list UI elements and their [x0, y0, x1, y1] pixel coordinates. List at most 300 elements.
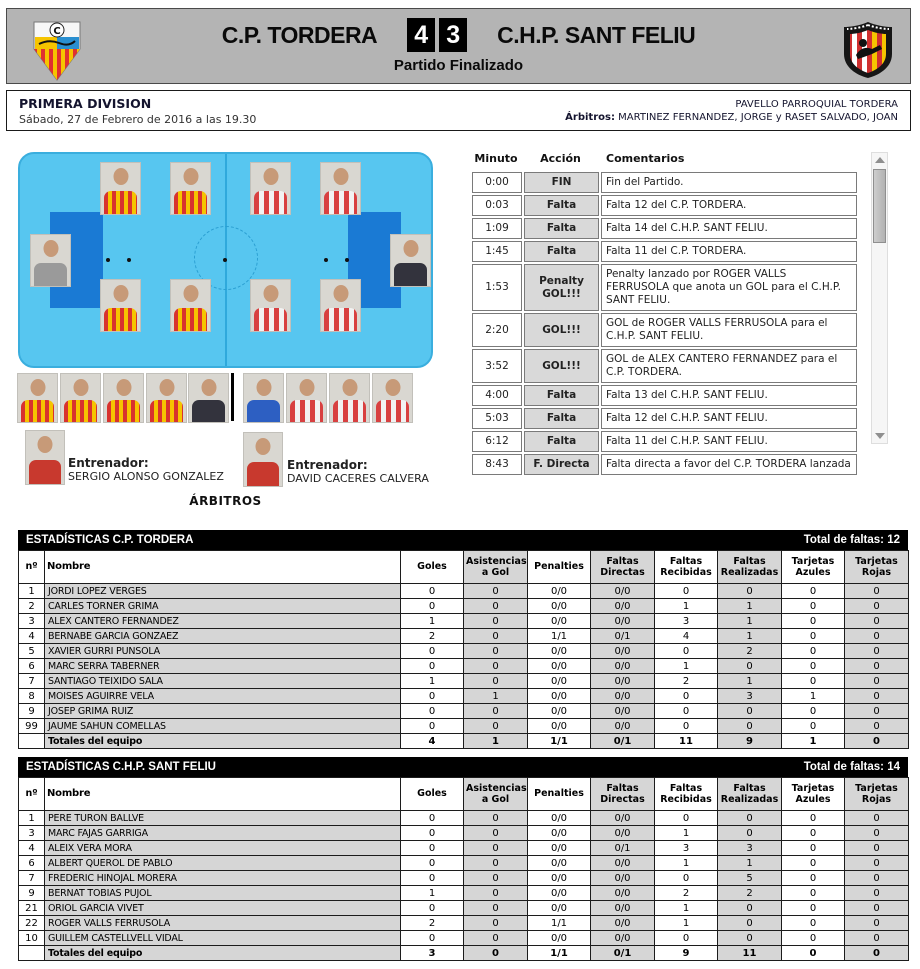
stats-cell: 0	[464, 886, 528, 901]
stats-cell: 2	[19, 599, 45, 614]
player-jersey	[247, 400, 280, 422]
stats-cell: 0	[845, 841, 909, 856]
stats-cell: 0/0	[591, 826, 655, 841]
league-name: PRIMERA DIVISION	[19, 95, 152, 111]
player-jersey	[324, 191, 357, 214]
event-row	[472, 172, 857, 193]
stats-cell: 0	[401, 719, 464, 734]
event-cell: 4:00	[472, 385, 522, 406]
player-jersey	[192, 400, 225, 422]
event-cell: Falta	[524, 241, 599, 262]
event-cell: Falta 11 del C.P. TORDERA.	[601, 241, 857, 262]
stats-cell: 10	[19, 931, 45, 946]
player-head	[38, 436, 53, 453]
penalty-spot	[324, 258, 328, 262]
events-scrollbar-thumb[interactable]	[873, 169, 886, 243]
event-cell: Fin del Partido.	[601, 172, 857, 193]
stats-cell: 1	[401, 886, 464, 901]
player-jersey	[104, 191, 137, 214]
player-jersey	[254, 308, 287, 331]
stats-player-row	[19, 689, 909, 704]
stats-cell: 11	[655, 734, 718, 749]
player-head	[201, 379, 216, 396]
penalty-spot	[345, 258, 349, 262]
home-substitute-photo	[17, 373, 58, 423]
stats-cell: 0	[464, 901, 528, 916]
home-goalkeeper-photo	[30, 234, 71, 287]
home-score: 4	[407, 18, 435, 52]
stats-col-header: Asistencias a Gol	[464, 778, 528, 811]
stats-cell: 0	[845, 886, 909, 901]
stats-cell: 0/0	[591, 856, 655, 871]
player-name-cell: MARC SERRA TABERNER	[45, 659, 401, 674]
player-head	[116, 379, 131, 396]
stats-cell: 0	[401, 856, 464, 871]
stats-cell: 3	[718, 689, 782, 704]
player-head	[333, 168, 348, 185]
bench-divider	[231, 373, 234, 421]
player-head	[183, 285, 198, 302]
stats-cell: 0	[401, 659, 464, 674]
stats-cell: 0	[655, 704, 718, 719]
stats-cell: 0	[718, 901, 782, 916]
stats-cell: 1	[718, 599, 782, 614]
player-jersey	[290, 400, 323, 422]
stats-cell: 0/0	[591, 719, 655, 734]
stats-title-bar	[18, 757, 908, 777]
stats-cell: 0	[401, 841, 464, 856]
stats-cell: 0	[401, 811, 464, 826]
referees-label: Árbitros:	[565, 111, 615, 123]
event-cell: 1:45	[472, 241, 522, 262]
player-jersey	[150, 400, 183, 422]
home-player-photo	[170, 279, 211, 332]
stats-cell: 0	[718, 826, 782, 841]
stats-cell: 4	[655, 629, 718, 644]
stats-cell: 0	[401, 584, 464, 599]
event-row	[472, 241, 857, 262]
home-substitute-photo	[60, 373, 101, 423]
events-col-comentarios: Comentarios	[606, 152, 685, 165]
stats-cell: 2	[718, 644, 782, 659]
stats-player-row	[19, 916, 909, 931]
stats-cell: 0	[718, 931, 782, 946]
stats-cell: 0	[782, 674, 845, 689]
stats-cell: 0/0	[528, 644, 591, 659]
stats-cell: 0/0	[528, 659, 591, 674]
player-head	[43, 240, 58, 257]
player-name-cell: FREDERIC HINOJAL MORERA	[45, 871, 401, 886]
event-cell: Falta	[524, 195, 599, 216]
stats-title: ESTADÍSTICAS C.P. TORDERA	[26, 534, 194, 546]
player-head	[256, 379, 271, 396]
stats-cell: 0/0	[591, 916, 655, 931]
home-coach-photo	[25, 430, 65, 485]
stats-cell: 0	[718, 811, 782, 826]
player-jersey	[107, 400, 140, 422]
away-coach-block	[287, 458, 429, 485]
stats-cell: 0/0	[528, 826, 591, 841]
event-cell: 1:09	[472, 218, 522, 239]
stats-cell: 0	[782, 826, 845, 841]
stats-total-faltas: Total de faltas: 12	[803, 534, 900, 546]
player-name-cell: MOISES AGUIRRE VELA	[45, 689, 401, 704]
stats-cell: 1	[464, 689, 528, 704]
stats-cell: 0	[845, 916, 909, 931]
stats-cell: 1	[718, 856, 782, 871]
stats-cell: 0/0	[591, 674, 655, 689]
penalty-spot	[127, 258, 131, 262]
stats-player-row	[19, 629, 909, 644]
stats-player-row	[19, 599, 909, 614]
stats-col-header: Goles	[401, 551, 464, 584]
stats-cell: 0/0	[528, 689, 591, 704]
stats-cell: 0	[845, 599, 909, 614]
stats-cell: 0	[845, 704, 909, 719]
stats-cell: 1/1	[528, 916, 591, 931]
stats-table-away	[18, 757, 908, 961]
home-substitute-photo	[188, 373, 229, 423]
stats-cell: 6	[19, 659, 45, 674]
player-name-cell: XAVIER GURRI PUNSOLA	[45, 644, 401, 659]
stats-cell: 0/0	[528, 856, 591, 871]
stats-player-row	[19, 871, 909, 886]
event-cell: GOL!!!	[524, 349, 599, 383]
stats-col-header: Faltas Recibidas	[655, 778, 718, 811]
event-row	[472, 349, 857, 383]
stats-cell: 0	[718, 659, 782, 674]
stats-cell: 0/0	[591, 704, 655, 719]
stats-header-row	[19, 778, 909, 811]
stats-cell: 6	[19, 856, 45, 871]
scroll-down-icon[interactable]	[875, 433, 885, 439]
referees-line	[565, 112, 898, 123]
stats-cell: 1	[464, 734, 528, 749]
stats-player-row	[19, 931, 909, 946]
stats-table	[18, 550, 909, 749]
event-cell: Falta directa a favor del C.P. TORDERA lanzada	[601, 454, 857, 475]
stats-cell: 2	[401, 916, 464, 931]
stats-cell: 2	[655, 674, 718, 689]
events-col-minuto: Minuto	[474, 152, 518, 165]
event-cell: Falta 12 del C.P. TORDERA.	[601, 195, 857, 216]
stats-cell: 0	[845, 811, 909, 826]
stats-cell: 1	[718, 629, 782, 644]
away-crest-icon	[842, 21, 894, 79]
event-row	[472, 218, 857, 239]
stats-cell: 3	[401, 946, 464, 961]
stats-cell: 2	[401, 629, 464, 644]
stats-cell: 1	[718, 614, 782, 629]
stats-cell: 0	[845, 931, 909, 946]
stats-player-row	[19, 886, 909, 901]
event-row	[472, 313, 857, 347]
stats-cell: 1	[655, 826, 718, 841]
stats-col-header: Tarjetas Azules	[782, 551, 845, 584]
stats-cell: 0	[782, 659, 845, 674]
stats-cell: 3	[19, 826, 45, 841]
event-row	[472, 264, 857, 311]
event-cell: Falta 11 del C.H.P. SANT FELIU.	[601, 431, 857, 452]
stats-cell: 0	[464, 856, 528, 871]
away-player-photo	[250, 162, 291, 215]
event-cell: Falta	[524, 385, 599, 406]
player-jersey	[376, 400, 409, 422]
away-coach-name: DAVID CACERES CALVERA	[287, 472, 429, 485]
stats-cell: 0/0	[591, 644, 655, 659]
pitch	[18, 152, 433, 368]
stats-cell: 22	[19, 916, 45, 931]
player-jersey	[247, 462, 279, 486]
stats-totals-row	[19, 734, 909, 749]
events-header	[470, 150, 858, 170]
stats-cell: 0	[464, 644, 528, 659]
stats-cell: 0	[464, 916, 528, 931]
stats-cell: 9	[718, 734, 782, 749]
away-substitute-photo	[329, 373, 370, 423]
stats-cell: 0	[782, 841, 845, 856]
player-name-cell: GUILLEM CASTELLVELL VIDAL	[45, 931, 401, 946]
stats-player-row	[19, 811, 909, 826]
player-jersey	[34, 263, 67, 286]
stats-cell: 0/0	[591, 811, 655, 826]
center-spot	[223, 258, 227, 262]
stats-cell: 0	[845, 584, 909, 599]
stats-cell: 0	[464, 614, 528, 629]
events-table	[470, 170, 859, 477]
stats-cell: 0	[401, 931, 464, 946]
stats-cell: 7	[19, 674, 45, 689]
away-player-photo	[250, 279, 291, 332]
stats-cell: 0	[464, 599, 528, 614]
stats-cell: 0/0	[528, 931, 591, 946]
event-cell: GOL de ALEX CANTERO FERNANDEZ para el C.P. TORDERA.	[601, 349, 857, 383]
event-cell: GOL!!!	[524, 313, 599, 347]
stats-col-header: Goles	[401, 778, 464, 811]
stats-cell: 0	[782, 856, 845, 871]
event-cell: 1:53	[472, 264, 522, 311]
stats-col-header: Tarjetas Rojas	[845, 551, 909, 584]
home-player-photo	[100, 162, 141, 215]
stats-cell: 1	[655, 659, 718, 674]
stats-cell: 0	[782, 614, 845, 629]
stats-cell: 0/0	[591, 871, 655, 886]
away-substitute-photo	[286, 373, 327, 423]
stats-cell: 0	[845, 674, 909, 689]
stats-cell: 1	[19, 584, 45, 599]
event-cell: 6:12	[472, 431, 522, 452]
stats-cell: 0/1	[591, 841, 655, 856]
stats-cell: 4	[19, 841, 45, 856]
event-row	[472, 408, 857, 429]
player-head	[159, 379, 174, 396]
player-jersey	[21, 400, 54, 422]
stats-cell: 0	[655, 644, 718, 659]
player-name-cell: CARLES TORNER GRIMA	[45, 599, 401, 614]
stats-cell	[19, 734, 45, 749]
stats-cell: 0	[845, 644, 909, 659]
svg-text:C: C	[53, 26, 61, 37]
stats-total-faltas: Total de faltas: 14	[803, 761, 900, 773]
player-name-cell: JORDI LOPEZ VERGES	[45, 584, 401, 599]
player-jersey	[104, 308, 137, 331]
player-jersey	[174, 308, 207, 331]
stats-cell: 1	[401, 614, 464, 629]
player-name-cell: SANTIAGO TEIXIDO SALA	[45, 674, 401, 689]
stats-col-header: Penalties	[528, 778, 591, 811]
stats-cell: 0	[845, 659, 909, 674]
event-cell: Penalty lanzado por ROGER VALLS FERRUSOLA que anota un GOL para el C.H.P. SANT FELIU.	[601, 264, 857, 311]
player-name-cell: ALEX CANTERO FERNANDEZ	[45, 614, 401, 629]
event-cell: Falta	[524, 408, 599, 429]
stats-cell: 0/0	[591, 599, 655, 614]
player-jersey	[324, 308, 357, 331]
stats-cell: 0	[782, 704, 845, 719]
event-cell: Falta	[524, 431, 599, 452]
stats-cell: 0	[782, 946, 845, 961]
stats-cell: 0	[718, 584, 782, 599]
player-jersey	[29, 460, 61, 484]
player-head	[113, 168, 128, 185]
stats-cell: 0/0	[528, 584, 591, 599]
stats-player-row	[19, 644, 909, 659]
stats-cell: 0/0	[591, 689, 655, 704]
stats-cell: 0	[782, 871, 845, 886]
player-name-cell: JOSEP GRIMA RUIZ	[45, 704, 401, 719]
home-coach-name: SERGIO ALONSO GONZALEZ	[68, 470, 224, 483]
away-score: 3	[439, 18, 467, 52]
stats-cell: 0	[464, 674, 528, 689]
player-head	[333, 285, 348, 302]
stats-cell: 0	[464, 841, 528, 856]
match-datetime: Sábado, 27 de Febrero de 2016 a las 19.30	[19, 112, 257, 126]
away-goalkeeper-photo	[390, 234, 431, 287]
stats-cell: 0	[464, 629, 528, 644]
stats-cell: 9	[19, 886, 45, 901]
stats-cell: 0	[782, 719, 845, 734]
player-head	[183, 168, 198, 185]
stats-cell: 5	[19, 644, 45, 659]
player-head	[403, 240, 418, 257]
event-row	[472, 385, 857, 406]
stats-cell: 0/0	[591, 931, 655, 946]
stats-cell: 0	[845, 719, 909, 734]
event-cell: Falta 14 del C.H.P. SANT FELIU.	[601, 218, 857, 239]
stats-cell: 0	[401, 871, 464, 886]
stats-cell: 1/1	[528, 946, 591, 961]
event-cell: 5:03	[472, 408, 522, 429]
stats-cell: 0/0	[528, 614, 591, 629]
stats-col-header: Faltas Directas	[591, 551, 655, 584]
stats-cell: 0	[782, 629, 845, 644]
stats-col-header: Asistencias a Gol	[464, 551, 528, 584]
stats-cell: 0	[655, 931, 718, 946]
stats-cell: 0/0	[528, 871, 591, 886]
player-name-cell: ORIOL GARCIA VIVET	[45, 901, 401, 916]
stats-cell: 0	[782, 584, 845, 599]
stats-cell: 3	[19, 614, 45, 629]
stats-cell: 0	[845, 614, 909, 629]
stats-cell	[19, 946, 45, 961]
stats-cell: 1	[718, 674, 782, 689]
player-jersey	[174, 191, 207, 214]
player-head	[342, 379, 357, 396]
player-head	[263, 285, 278, 302]
away-coach-label: Entrenador:	[287, 458, 368, 472]
away-player-photo	[320, 162, 361, 215]
player-name-cell: JAUME SAHUN COMELLAS	[45, 719, 401, 734]
player-name-cell: BERNAT TOBIAS PUJOL	[45, 886, 401, 901]
stats-cell: 3	[718, 841, 782, 856]
home-coach-label: Entrenador:	[68, 456, 149, 470]
stats-col-header: nº	[19, 551, 45, 584]
event-cell: Falta	[524, 218, 599, 239]
stats-cell: 0	[464, 826, 528, 841]
player-head	[73, 379, 88, 396]
stats-col-header: Tarjetas Rojas	[845, 778, 909, 811]
stats-cell: 1/1	[528, 629, 591, 644]
stats-cell: 0	[845, 689, 909, 704]
stats-cell: 0	[845, 734, 909, 749]
home-substitute-photo	[146, 373, 187, 423]
stats-cell: 0	[845, 856, 909, 871]
stats-cell: 1	[19, 811, 45, 826]
away-team-name: C.H.P. SANT FELIU	[497, 21, 696, 48]
player-jersey	[333, 400, 366, 422]
stats-player-row	[19, 856, 909, 871]
home-player-photo	[170, 162, 211, 215]
event-row	[472, 195, 857, 216]
home-team-name: C.P. TORDERA	[221, 21, 378, 48]
stats-cell: 0/1	[591, 734, 655, 749]
home-coach-block	[68, 456, 224, 483]
stats-cell: 0	[845, 901, 909, 916]
stats-cell: 0/0	[528, 674, 591, 689]
stats-player-row	[19, 719, 909, 734]
events-scrollbar-track[interactable]	[871, 152, 888, 444]
event-row	[472, 431, 857, 452]
player-head	[385, 379, 400, 396]
stats-cell: 0	[782, 886, 845, 901]
stats-cell: 0	[655, 584, 718, 599]
stats-title-bar	[18, 530, 908, 550]
stats-col-header: Faltas Realizadas	[718, 551, 782, 584]
stats-col-header: Faltas Recibidas	[655, 551, 718, 584]
stats-col-header: Nombre	[45, 551, 401, 584]
stats-cell: 1	[655, 901, 718, 916]
stats-cell: 0/0	[528, 841, 591, 856]
stats-cell: 0/1	[591, 629, 655, 644]
stats-cell: 5	[718, 871, 782, 886]
stats-cell: 0	[718, 916, 782, 931]
venue-name: PAVELLO PARROQUIAL TORDERA	[735, 98, 898, 110]
stats-player-row	[19, 704, 909, 719]
player-head	[299, 379, 314, 396]
player-name-cell: Totales del equipo	[45, 946, 401, 961]
penalty-spot	[106, 258, 110, 262]
stats-cell: 0	[782, 916, 845, 931]
stats-cell: 0	[655, 719, 718, 734]
away-player-photo	[320, 279, 361, 332]
event-row	[472, 454, 857, 475]
stats-cell: 0	[401, 599, 464, 614]
stats-cell: 0	[845, 946, 909, 961]
scroll-up-icon[interactable]	[875, 157, 885, 163]
player-head	[263, 168, 278, 185]
stats-cell: 4	[19, 629, 45, 644]
player-name-cell: ROGER VALLS FERRUSOLA	[45, 916, 401, 931]
player-name-cell: Totales del equipo	[45, 734, 401, 749]
